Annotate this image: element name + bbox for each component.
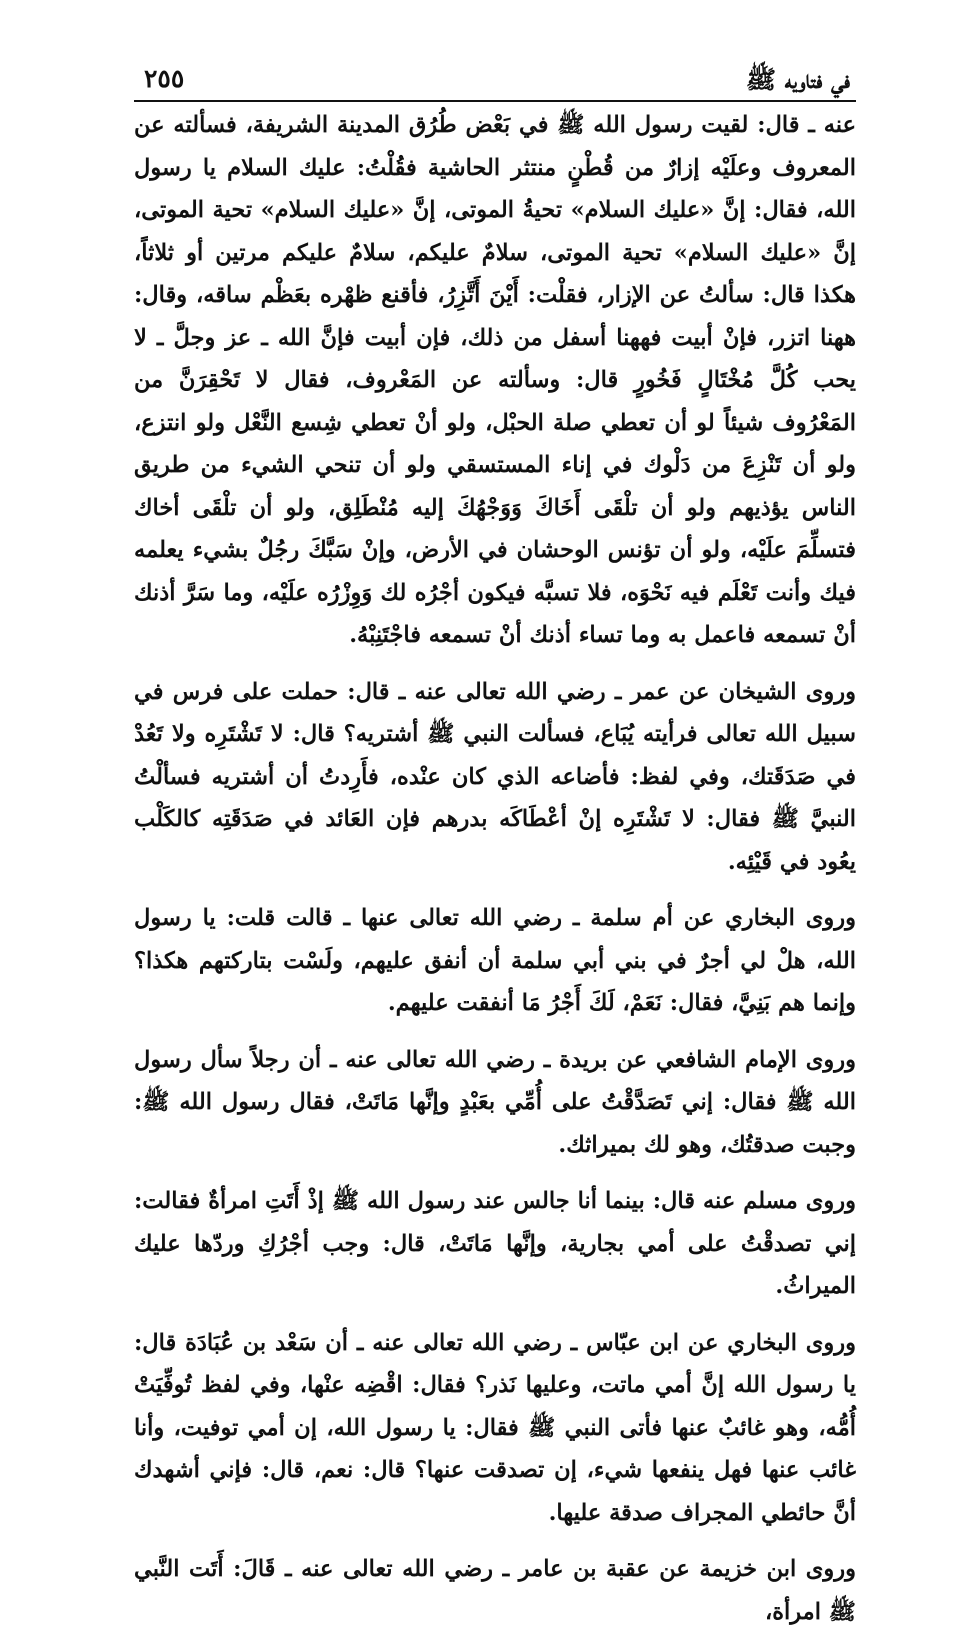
paragraph: وروى ابن خزيمة عن عقبة بن عامر ـ رضي الله تعالى عنه ـ قَالَ: أَتَت النَّبي ﷺ امرأة، <box>134 1556 856 1625</box>
paragraph: وروى الإمام الشافعي عن بريدة ـ رضي الله تعالى عنه ـ أن رجلاً سأل رسول الله ﷺ فقال: إني تَصَدَّقْتُ على أُمِّي بعَبْدٍ وإنَّها مَاتَتْ، فقال رسول الله ﷺ: وجبت صدقتُك، وهو لك بميراثك. <box>134 1046 856 1158</box>
paragraph: وروى البخاري عن أم سلمة ـ رضي الله تعالى عنها ـ قالت قلت: يا رسول الله، هلْ لي أجرٌ في بني أبي سلمة أن أنفق عليهم، ولَسْت بتاركتهم هكذا؟ وإنما هم بَنِيَّ، فقال: نَعَمْ، لَكَ أَجْرُ مَا أنفقت عليهم. <box>134 905 856 1016</box>
running-title: في فتاويه ﷺ <box>745 65 850 94</box>
paragraph: وروى الشيخان عن عمر ـ رضي الله تعالى عنه ـ قال: حملت على فرس في سبيل الله تعالى فرأيته يُبَاع، فسألت النبي ﷺ أشتريه؟ قال: لا تَشْتَرِه ولا تَعُدْ في صَدَقَتك، وفي لفظ: فأضاعه الذي كان عنْده، فأَرِدتُ أن أشتريه فسألْتُ النبيَّ ﷺ فقال: لا تَشْتَرِه إنْ أعْطَاكَه بدرهم فإن العَائد في صَدَقَتِه كالكَلْب يعُود في قَيْئِه. <box>134 678 856 875</box>
page-body <box>134 104 856 1633</box>
page-number: ٢٥٥ <box>144 64 185 93</box>
page-header <box>134 60 856 102</box>
paragraph: عنه ـ قال: لقيت رسول الله ﷺ في بَعْض طُرُق المدينة الشريفة، فسألته عن المعروف وعلَيْه إزارٌ من قُطْنٍ منتثر الحاشية فقُلْتُ: عليك السلام يا رسول الله، فقال: إنَّ «عليك السلام» تحيةُ الموتى، إنَّ «عليك السلام» تحية الموتى، إنَّ «عليك السلام» تحية الموتى، سلامٌ عليكم، سلامٌ عليكم مرتين أو ثلاثاً، هكذا قال: سألتُ عن الإزار، فقلْت: أَيْنَ أَتَّزِرُ، فأقنع ظهْره بعَظْم ساقه، وقال: ههنا اتزر، فإنْ أبيت فههنا أسفل من ذلك، فإن أبيت فإنَّ الله ـ عز وجلَّ ـ لا يحب كُلَّ مُخْتَالٍ فَخُورٍ قال: وسألته عن المَعْروف، فقال لا تَحْقِرَنَّ من المَعْرُوف شيئاً لو أن تعطي صلة الحبْل، ولو أنْ تعطي شِسع النَّعْل ولو انتزع، ولو أن تَنْزِعَ من دَلْوك في إناء المستسقي ولو أن تنحي الشيء من طريق الناس يؤذيهم ولو أن تلْقَى أَخَاكَ وَوَجْهُكَ إليه مُنْطَلِق، ولو أن تلْقَى أخاك فتسلِّمَ علَيْه، ولو أن تؤنس الوحشان في الأرض، وإنْ سَبَّكَ رجُلٌ بشيء يعلمه فيك وأنت تَعْلَم فيه نَحْوَه، فلا تسبَّه فيكون أجْرُه لك وَوِزْرُه علَيْه، وما سَرَّ أذنك أنْ تسمعه فاعمل به وما تساء أذنك أنْ تسمعه فاجْتَنِبْهُ. <box>134 112 856 648</box>
paragraph: وروى مسلم عنه قال: بينما أنا جالس عند رسول الله ﷺ إذْ أَتَتِ امرأةٌ فقالت: إني تصدقْتُ على أمي بجارية، وإنَّها مَاتَتْ، قال: وجب أجْرُكِ وردّها عليك الميراثُ. <box>134 1188 856 1299</box>
paragraph: وروى البخاري عن ابن عبّاس ـ رضي الله تعالى عنه ـ أن سَعْد بن عُبَادَة قال: يا رسول الله إنَّ أمي ماتت، وعليها نَذر؟ فقال: اقْضِه عنْها، وفي لفظ تُوفِّيَتْ أُمُّه، وهو غائبٌ عنها فأتى النبي ﷺ فقال: يا رسول الله، إن أمي توفيت، وأنا غائب عنها فهل ينفعها شيء، إن تصدقت عنها؟ قال: نعم، قال: فإني أشهدك أنَّ حائطي المجراف صدقة عليها. <box>134 1329 856 1526</box>
